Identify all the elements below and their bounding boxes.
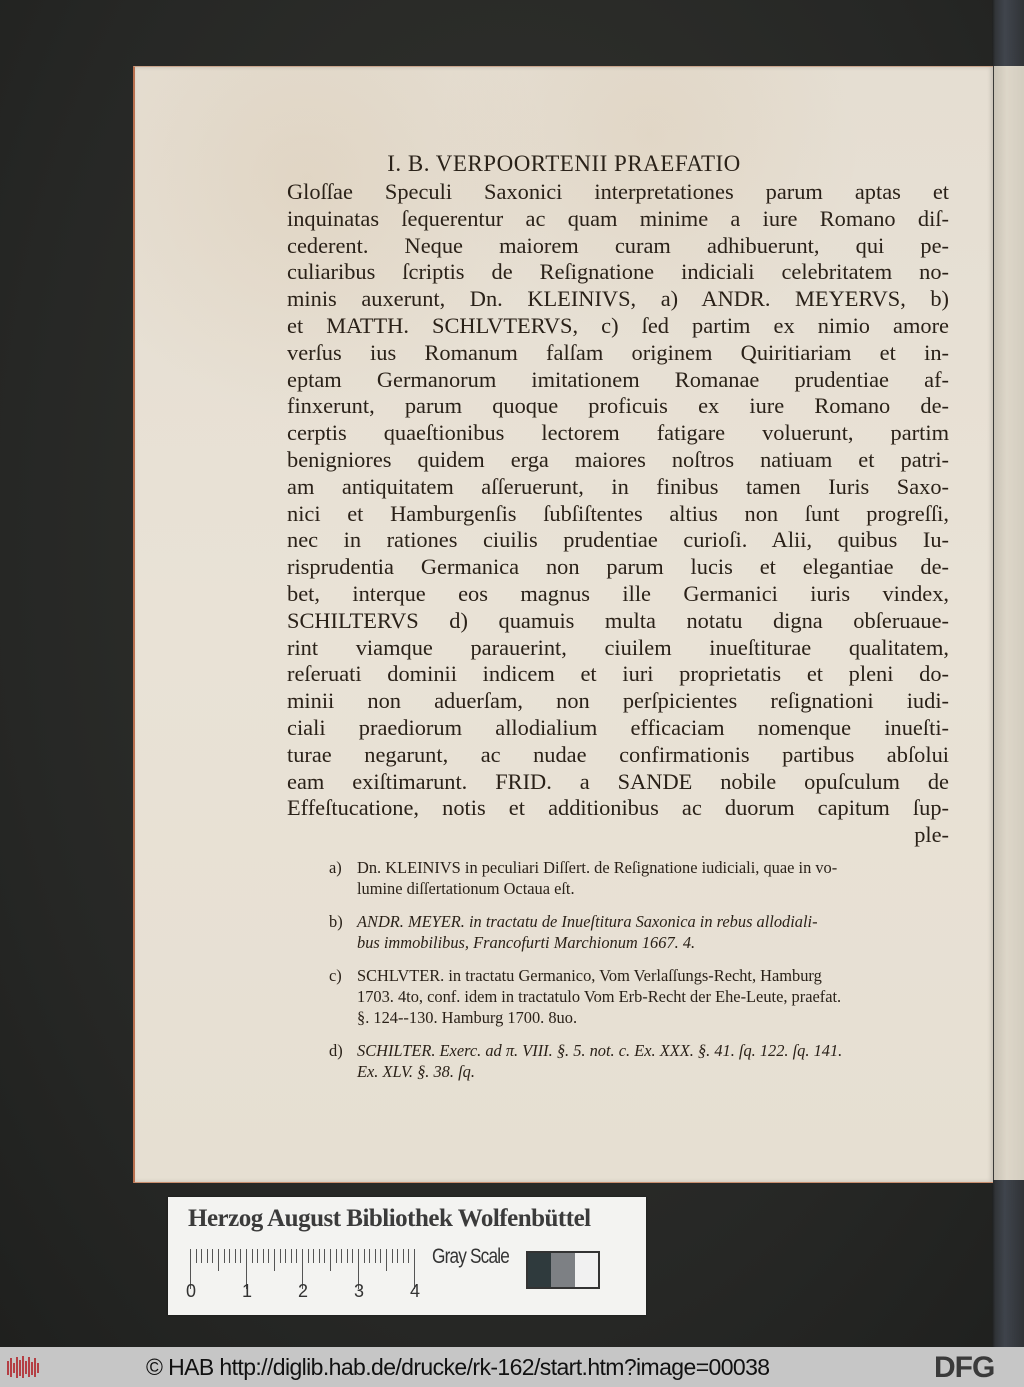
footnote-c [329,965,953,1028]
dfg-logo: DFG [934,1351,995,1384]
gray-swatch-dark [528,1253,551,1287]
ruler-number: 2 [298,1281,309,1301]
ruler-number: 4 [410,1281,421,1301]
footnote-line: ANDR. MEYER. in tractatu de Inueſtitura Saxonica in rebus allodiali- [357,912,818,931]
copyright-url[interactable]: © HAB http://diglib.hab.de/drucke/rk-162/start.htm?image=00038 [146,1354,770,1380]
ruler-number: 0 [186,1281,197,1301]
catchword: ple- [914,822,949,848]
text-line: SCHILTERVS d) quamuis multa notatu digna obſeruaue- [287,607,949,633]
text-line: Effeſtucatione, notis et additionibus ac duorum capitum ſup- [287,795,949,821]
gray-swatch-mid [551,1253,574,1287]
footnote-line: SCHILTER. Exerc. ad π. VIII. §. 5. not. c. Ex. XXX. §. 41. ſq. 122. ſq. 141. [357,1041,843,1060]
footnote-b [329,911,953,953]
text-line: culiaribus ſcriptis de Reſignatione indiciali celebritatem no- [287,259,949,285]
library-name: Herzog August Bibliothek Wolfenbüttel [188,1205,591,1232]
footnote-mark: b) [329,912,343,931]
footnote-line: 1703. 4to, conf. idem in tractatulo Vom Erb-Recht der Ehe-Leute, praefat. [357,987,842,1006]
text-line: inquinatas ſequerentur ac quam minime a iure Romano diſ- [287,205,949,231]
text-line: nec in rationes ciuilis prudentiae curioſi. Alii, quibus Iu- [287,527,949,553]
text-line: minis auxerunt, Dn. KLEINIVS, a) ANDR. MEYERVS, b) [287,286,949,312]
body-text [287,179,949,849]
text-line: minii non aduerſam, non perſpicientes reſignationi iudi- [287,688,949,714]
ruler-number: 3 [354,1281,365,1301]
footnote-line: SCHLVTER. in tractatu Germanico, Vom Verlaſſungs-Recht, Hamburg [357,966,822,985]
text-line: verſus ius Romanum falſam originem Quiritiariam et in- [287,339,949,365]
footnotes [329,857,953,1094]
ruler-number: 1 [242,1281,253,1301]
footnote-a [329,857,953,899]
facing-page-edge [992,66,1024,1180]
footnote-line: §. 124--130. Hamburg 1700. 8uo. [357,1008,578,1027]
gray-scale-label: Gray Scale [432,1245,509,1268]
running-head: I. B. VERPOORTENII PRAEFATIO [387,151,741,176]
gray-scale-swatches [526,1251,600,1289]
library-color-card [168,1197,646,1315]
text-line: eam exiſtimarunt. FRID. a SANDE nobile opuſculum de [287,768,949,794]
footnote-line: Ex. XLV. §. 38. ſq. [357,1062,475,1081]
footnote-mark: a) [329,858,342,877]
text-line: reſeruati dominii indicem et iuri proprietatis et pleni do- [287,661,949,687]
text-line: et MATTH. SCHLVTERVS, c) ſed partim ex nimio amore [287,312,949,338]
footnote-mark: c) [329,966,342,985]
footnote-line: lumine diſſertationum Octaua eſt. [357,879,575,898]
text-line: rint viamque parauerint, ciuilem inueſtiturae qualitatem, [287,634,949,660]
text-line: am antiquitatem aſſeruerunt, in finibus tamen Iuris Saxo- [287,473,949,499]
text-line: risprudentia Germanica non parum lucis et elegantiae de- [287,554,949,580]
text-line: benigniores quidem erga maiores noſtros natiuam et patri- [287,446,949,472]
footer-bar [0,1347,1024,1387]
footnote-line: bus immobilibus, Francofurti Marchionum 1667. 4. [357,933,696,952]
footnote-d [329,1040,953,1082]
text-line: Gloſſae Speculi Saxonici interpretationes parum aptas et [287,179,949,204]
gray-swatch-light [575,1253,598,1287]
footnote-mark: d) [329,1041,343,1060]
text-line: cerptis quaeſtionibus lectorem fatigare voluerunt, partim [287,420,949,446]
text-line: turae negarunt, ac nudae confirmationis partibus abſolui [287,741,949,767]
text-line: nici et Hamburgenſis ſubſiſtentes altius non ſunt progreſſi, [287,500,949,526]
hab-barcode-logo-icon [6,1355,42,1379]
book-page [133,66,993,1183]
text-line: bet, interque eos magnus ille Germanici iuris vindex, [287,580,949,606]
text-line: finxerunt, parum quoque proficuis ex iure Romano de- [287,393,949,419]
footnote-line: Dn. KLEINIVS in peculiari Diſſert. de Reſignatione iudiciali, quae in vo- [357,858,838,877]
text-line: cederent. Neque maiorem curam adhibuerunt, qui pe- [287,232,949,258]
text-line: ciali praediorum allodialium efficaciam nomenque inueſti- [287,714,949,740]
text-line: eptam Germanorum imitationem Romanae prudentiae af- [287,366,949,392]
